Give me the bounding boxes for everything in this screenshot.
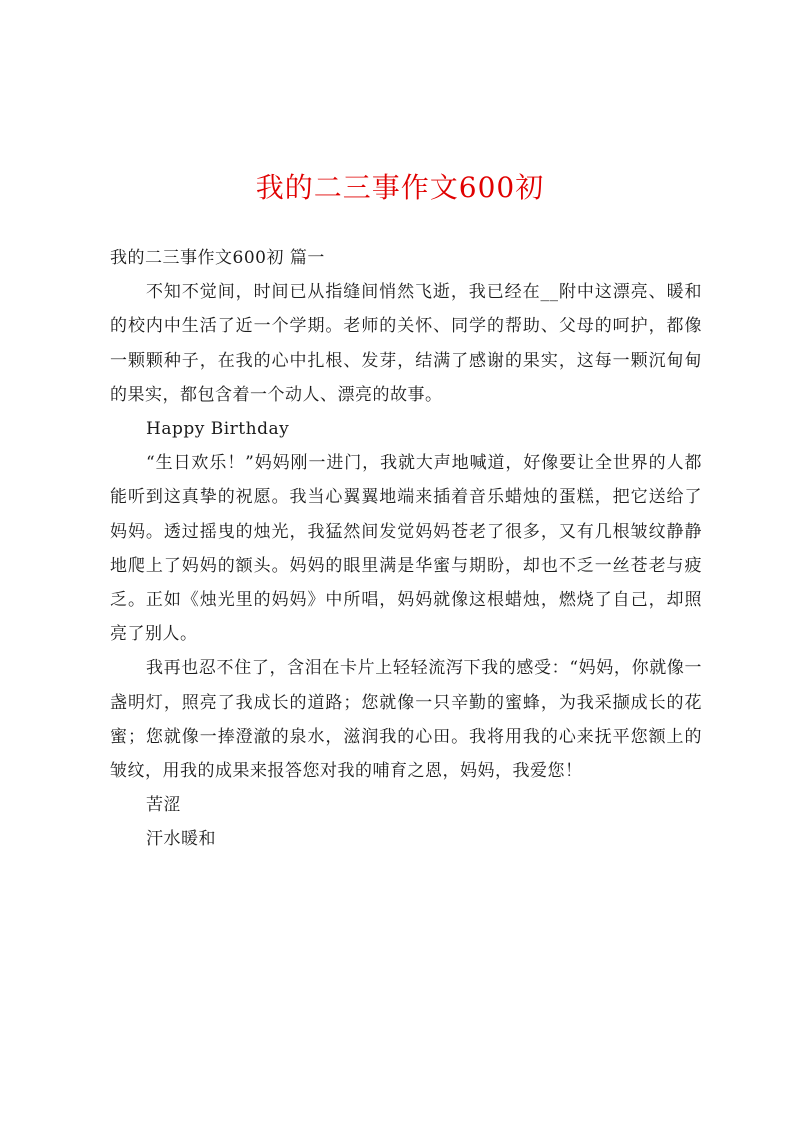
section-heading: 我的二三事作文600初 篇一 [110,248,325,268]
document-body [110,241,702,857]
paragraph-intro: 不知不觉间，时间已从指缝间悄然飞逝，我已经在__附中这漂亮、暖和的校内中生活了近一个学期。老师的关怀、同学的帮助、父母的呵护，都像一颗颗种子，在我的心中扎根、发芽，结满了感谢的果实，这每一颗沉甸甸的果实，都包含着一个动人、漂亮的故事。 [110,282,702,405]
subheading-bitter: 苦涩 [146,795,181,816]
subheading-happy-birthday: Happy Birthday [146,419,290,440]
paragraph-card-message: 我再也忍不住了，含泪在卡片上轻轻流泻下我的感受：“妈妈，你就像一盏明灯，照亮了我成长的道路；您就像一只辛勤的蜜蜂，为我采撷成长的花蜜；您就像一捧澄澈的泉水，滋润我的心田。我将用我的心来抚平您额上的皱纹，用我的成果来报答您对我的哺育之恩，妈妈，我爱您！ [110,658,702,782]
paragraph-birthday: “生日欢乐！”妈妈刚一进门，我就大声地喊道，好像要让全世界的人都能听到这真挚的祝愿。我当心翼翼地端来插着音乐蜡烛的蛋糕，把它送给了妈妈。透过摇曳的烛光，我猛然间发觉妈妈苍老了很多，又有几根皱纹静静地爬上了妈妈的额头。妈妈的眼里满是华蜜与期盼，却也不乏一丝苍老与疲乏。正如《烛光里的妈妈》中所唱，妈妈就像这根蜡烛，燃烧了自己，却照亮了别人。 [110,453,702,645]
document-title: 我的二三事作文600初 [255,171,545,204]
subheading-sweat-warm: 汗水暖和 [146,829,216,850]
